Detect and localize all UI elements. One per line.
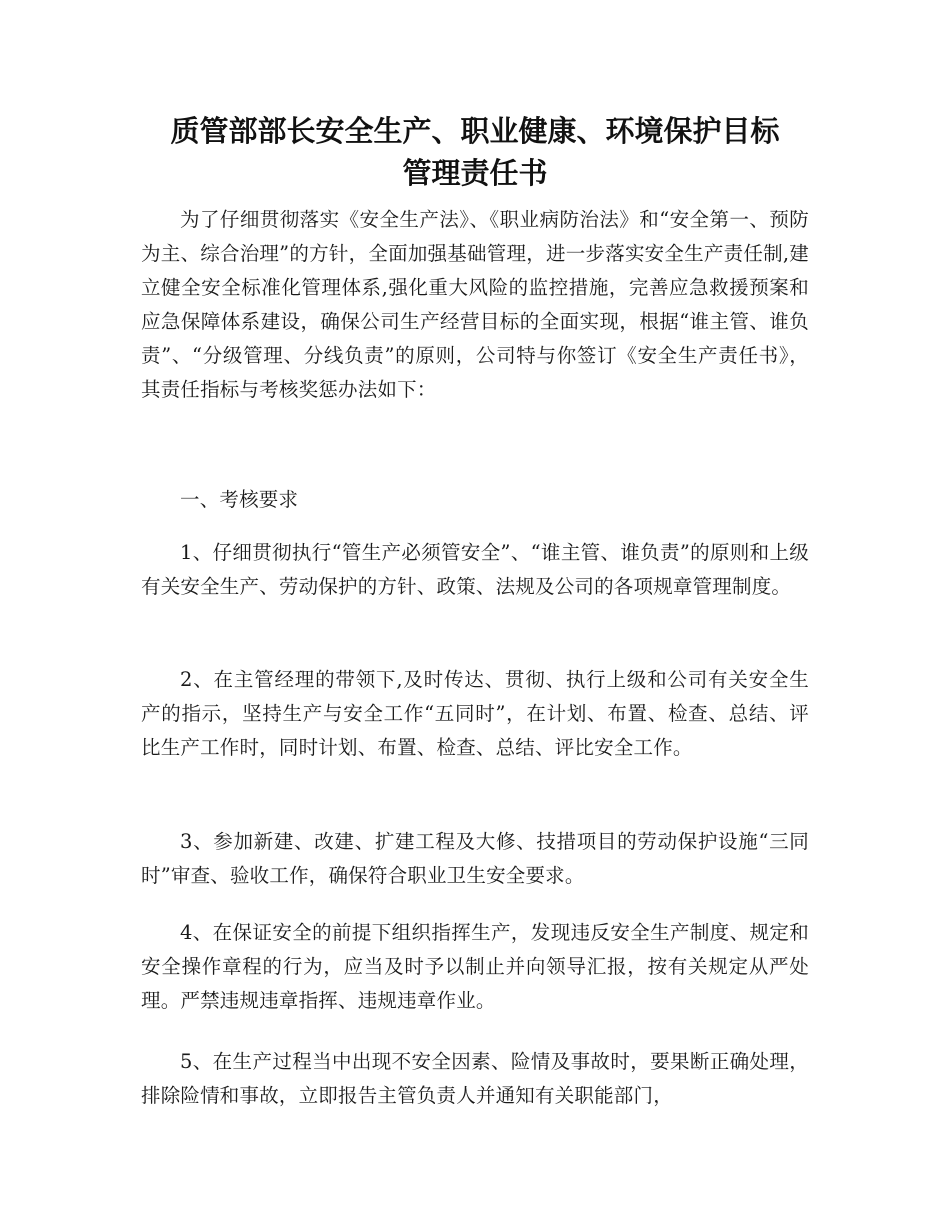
intro-paragraph: 为了仔细贯彻落实《安全生产法》、《职业病防治法》和“安全第一、预防为主、综合治理”的方针，全面加强基础管理，进一步落实安全生产责任制,建立健全安全标准化管理体系,强化重大风险的监控措施，完善应急救援预案和应急保障体系建设，确保公司生产经营目标的全面实现，根据“谁主管、谁负责”、“分级管理、分线负责”的原则，公司特与你签订《安全生产责任书》，其责任指标与考核奖惩办法如下： <box>141 208 809 401</box>
document-title-line-1: 质管部部长安全生产、职业健康、环境保护目标 <box>170 114 780 148</box>
document-title-line-2: 管理责任书 <box>402 156 548 190</box>
section-heading: 一、考核要求 <box>180 488 299 511</box>
requirement-item-1: 1、仔细贯彻执行“管生产必须管安全”、“谁主管、谁负责”的原则和上级有关安全生产、劳动保护的方针、政策、法规及公司的各项规章管理制度。 <box>141 541 809 598</box>
requirement-item-5: 5、在生产过程当中出现不安全因素、险情及事故时，要果断正确处理，排除险情和事故，立即报告主管负责人并通知有关职能部门， <box>141 1050 809 1107</box>
requirement-item-4: 4、在保证安全的前提下组织指挥生产，发现违反安全生产制度、规定和安全操作章程的行为，应当及时予以制止并向领导汇报，按有关规定从严处理。严禁违规违章指挥、违规违章作业。 <box>141 921 809 1012</box>
requirement-item-3: 3、参加新建、改建、扩建工程及大修、技措项目的劳动保护设施“三同时”审查、验收工作，确保符合职业卫生安全要求。 <box>141 830 809 887</box>
requirement-item-2: 2、在主管经理的带领下,及时传达、贯彻、执行上级和公司有关安全生产的指示，坚持生产与安全工作“五同时”，在计划、布置、检查、总结、评比生产工作时，同时计划、布置、检查、总结、评比安全工作。 <box>141 668 809 759</box>
